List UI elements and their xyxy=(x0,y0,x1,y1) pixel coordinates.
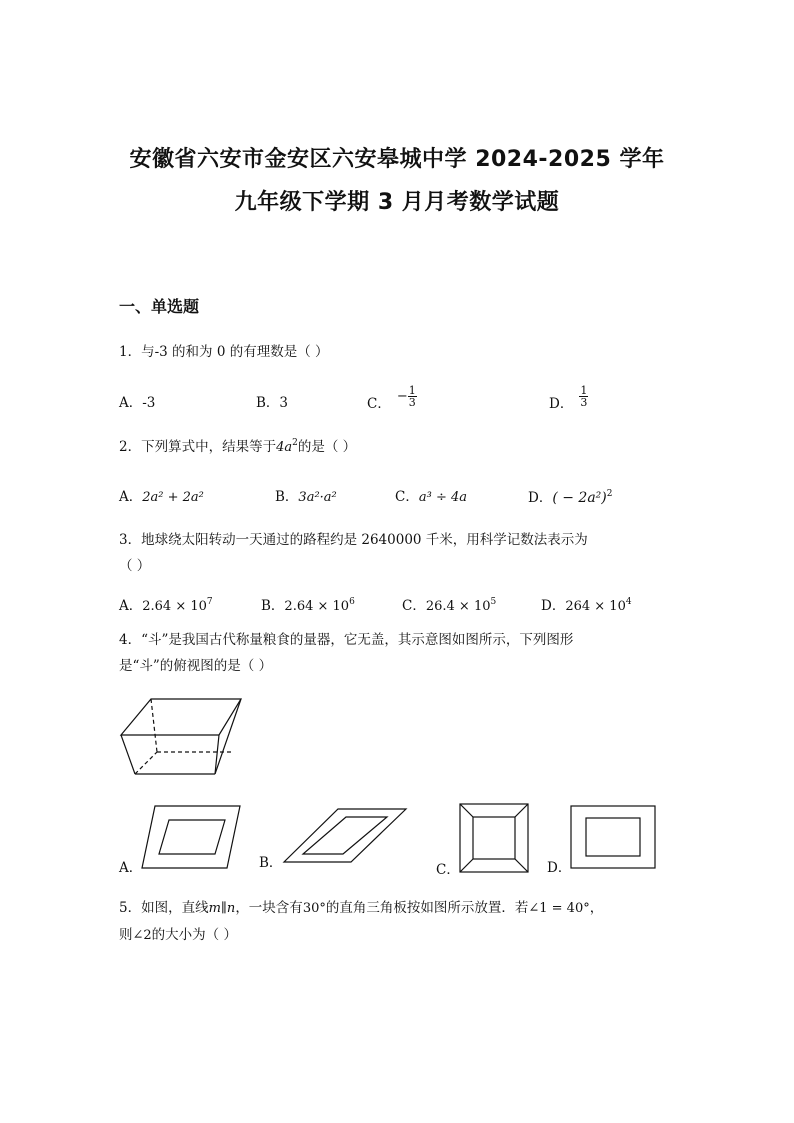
q1-option-c-denominator: 3 xyxy=(408,396,416,409)
q3-option-a-exp: 7 xyxy=(206,597,213,607)
q2-stem-pre: 2．下列算式中，结果等于 xyxy=(119,439,277,455)
q2-option-d-exp: 2 xyxy=(606,489,613,499)
q2-stem-post: 的是（ ） xyxy=(297,439,357,455)
q4-a-outer-parallelogram xyxy=(142,806,240,868)
q3-option-b-label: B． xyxy=(261,598,285,614)
q1-option-c-numerator: 1 xyxy=(408,384,416,397)
q2-option-c-label: C． xyxy=(395,489,419,505)
q4-c-corner-line-bl xyxy=(460,859,473,872)
q1-option-d-fraction xyxy=(579,385,588,408)
question-4-stem xyxy=(119,627,719,679)
q4-option-d-figure xyxy=(570,805,656,869)
q5-stem-line2-angle: ∠2 xyxy=(132,928,152,943)
q1-option-c[interactable] xyxy=(367,385,417,412)
dou-hidden-back-edge xyxy=(151,699,157,752)
q2-option-b-text: 3a²·a² xyxy=(298,490,337,505)
q3-option-d-base: 264 × 10 xyxy=(565,599,626,614)
q1-option-d-denominator: 3 xyxy=(580,396,588,409)
q4-a-inner-parallelogram xyxy=(159,820,225,854)
q2-option-c-text: a³ ÷ 4a xyxy=(418,490,467,505)
dou-top-rim xyxy=(121,699,241,735)
q2-option-d-text: ( − 2a²) xyxy=(552,490,607,506)
q4-option-b-figure xyxy=(283,808,408,863)
q5-stem-line2-post: 的大小为（ ） xyxy=(151,927,237,943)
q4-option-d[interactable] xyxy=(547,856,571,876)
q4-option-d-label: D． xyxy=(547,860,572,876)
question-1-stem: 1．与-3 的和为 0 的有理数是（ ） xyxy=(119,344,329,360)
q5-stem-line2-pre: 则 xyxy=(119,927,133,943)
q5-stem-parallel: m∥n xyxy=(208,901,236,916)
q5-stem-mid: ，一块含有 xyxy=(235,900,303,916)
q2-option-d[interactable] xyxy=(528,486,612,506)
q1-option-b-label: B． xyxy=(256,395,280,411)
q1-option-d-label: D． xyxy=(549,396,574,412)
q2-option-b[interactable] xyxy=(275,485,337,505)
q3-option-d-exp: 4 xyxy=(625,597,632,607)
q4-c-corner-line-tl xyxy=(460,804,473,817)
exam-title-line1: 安徽省六安市金安区六安皋城中学 2024-2025 学年 xyxy=(129,147,665,172)
q3-option-c-exp: 5 xyxy=(490,597,497,607)
q1-option-d-numerator: 1 xyxy=(580,384,588,397)
dou-vessel-figure xyxy=(119,697,244,777)
question-5-stem xyxy=(119,895,719,949)
q2-option-a-text: 2a² + 2a² xyxy=(142,490,204,505)
q3-stem-line2: （ ） xyxy=(119,558,151,574)
q2-option-a[interactable] xyxy=(119,485,204,505)
q2-option-c[interactable] xyxy=(395,485,467,505)
q1-option-a[interactable] xyxy=(119,391,155,411)
q1-option-c-label: C． xyxy=(367,396,391,412)
q3-option-b-base: 2.64 × 10 xyxy=(284,599,350,614)
q4-option-a-figure xyxy=(141,805,241,869)
question-2-stem xyxy=(119,434,679,461)
q4-stem-line1: 4．“斗”是我国古代称量粮食的量器，它无盖，其示意图如图所示，下列图形 xyxy=(119,632,574,648)
q4-option-b[interactable] xyxy=(259,851,282,871)
q5-stem-line1 xyxy=(119,895,719,922)
q4-option-a-label: A． xyxy=(119,860,143,876)
q3-option-a[interactable] xyxy=(119,594,213,614)
q1-option-b-text: 3 xyxy=(279,395,289,411)
q3-option-d[interactable] xyxy=(541,594,632,614)
q1-option-d[interactable] xyxy=(549,385,588,412)
q4-b-inner-parallelogram xyxy=(303,817,387,854)
exam-title-line2: 九年级下学期 3 月月考数学试题 xyxy=(234,190,560,215)
q1-option-a-label: A． xyxy=(119,395,143,411)
q3-option-c-base: 26.4 × 10 xyxy=(425,599,491,614)
q4-stem-line2: 是“斗”的俯视图的是（ ） xyxy=(119,658,273,674)
q2-option-a-label: A． xyxy=(119,489,143,505)
q3-option-c[interactable] xyxy=(402,594,496,614)
q4-d-outer-rectangle xyxy=(571,806,655,868)
q4-option-c[interactable] xyxy=(436,858,460,878)
q3-option-b[interactable] xyxy=(261,594,355,614)
q4-option-b-label: B． xyxy=(259,855,283,871)
section-heading: 一、单选题 xyxy=(119,297,200,316)
q4-option-c-label: C． xyxy=(436,862,460,878)
q3-stem-line1: 3．地球绕太阳转动一天通过的路程约是 2640000 千米，用科学记数法表示为 xyxy=(119,532,588,548)
q5-stem-mid2: 的直角三角板按如图所示放置．若 xyxy=(325,900,529,916)
q3-option-c-label: C． xyxy=(402,598,426,614)
q3-option-a-base: 2.64 × 10 xyxy=(142,599,207,614)
question-3-stem xyxy=(119,527,719,579)
q2-option-d-label: D． xyxy=(528,490,553,506)
q3-option-a-label: A． xyxy=(119,598,143,614)
q1-option-c-fraction xyxy=(408,385,417,408)
q4-d-inner-rectangle xyxy=(586,818,640,856)
dou-left-front-edge xyxy=(121,735,135,774)
q4-option-c-figure xyxy=(459,803,529,873)
q1-option-b[interactable] xyxy=(256,391,288,411)
q2-option-b-label: B． xyxy=(275,489,299,505)
q4-c-inner-square xyxy=(473,817,515,859)
q4-option-a[interactable] xyxy=(119,856,142,876)
q3-option-b-exp: 6 xyxy=(349,597,355,607)
q4-c-corner-line-tr xyxy=(515,804,528,817)
q5-stem-condition: ∠1 = 40° xyxy=(528,901,590,916)
q2-stem-exp: 2 xyxy=(292,438,298,448)
q3-option-d-label: D． xyxy=(541,598,566,614)
q5-stem-angle: 30° xyxy=(302,901,326,916)
q1-option-c-sign: − xyxy=(396,389,408,404)
q5-stem-pre: 5．如图，直线 xyxy=(119,900,209,916)
q5-stem-end: ， xyxy=(589,900,604,916)
q2-stem-expr: 4a xyxy=(276,440,293,455)
q4-c-corner-line-br xyxy=(515,859,528,872)
q1-option-a-text: -3 xyxy=(142,395,156,411)
q5-stem-line2 xyxy=(119,922,719,949)
dou-hidden-diagonal xyxy=(135,752,157,774)
